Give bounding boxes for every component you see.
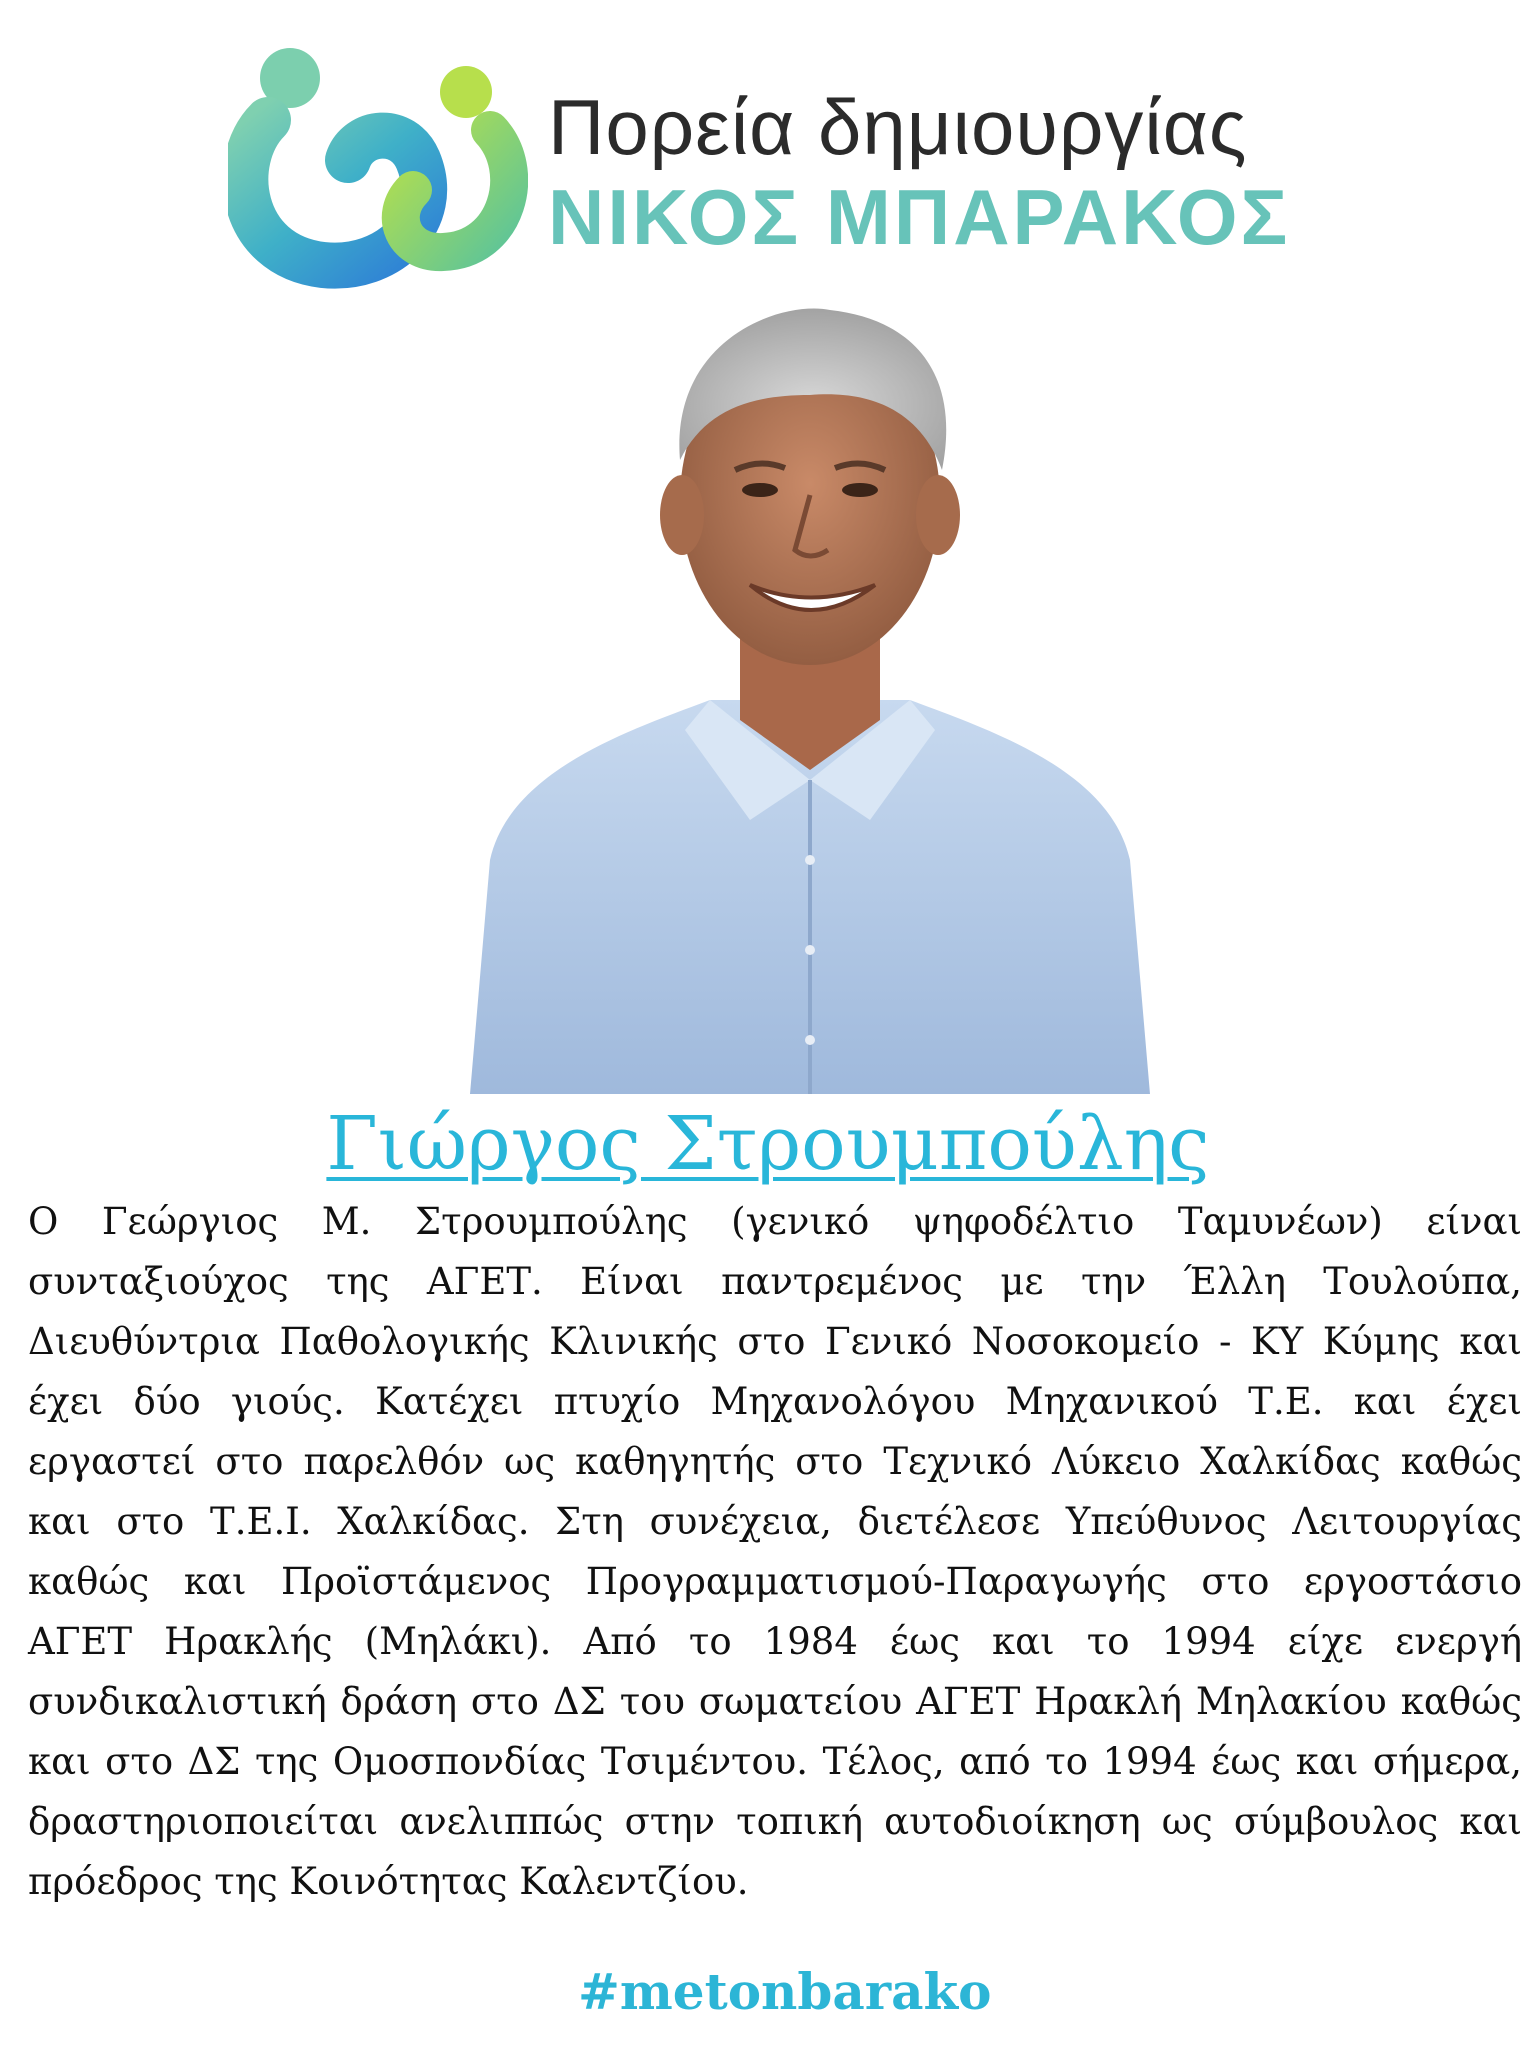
candidate-photo	[450, 300, 1170, 1094]
brand-name: ΝΙΚΟΣ ΜΠΑΡΑΚΟΣ	[548, 173, 1291, 261]
campaign-logo-icon	[228, 40, 528, 290]
brand-tagline: Πορεία δημιουργίας	[548, 83, 1248, 171]
candidate-bio: Ο Γεώργιος Μ. Στρουμπούλης (γενικό ψηφοδέλτιο Ταμυνέων) είναι συνταξιούχος της ΑΓΕΤ. Είναι παντρεμένος με την Έλλη Τουλούπα, Διευθύντρια Παθολογικής Κλινικής στο Γενικό Νοσοκομείο - ΚΥ Κύμης και έχει δύο γιούς. Κατέχει πτυχίο Μηχανολόγου Μηχανικού Τ.Ε. και έχει εργαστεί στο παρελθόν ως καθηγητής στο Τεχνικό Λύκειο Χαλκίδας καθώς και στο Τ.Ε.Ι. Χαλκίδας. Στη συνέχεια, διετέλεσε Υπεύθυνος Λειτουργίας καθώς και Προϊστάμενος Προγραμματισμού-Παραγωγής στο εργοστάσιο ΑΓΕΤ Ηρακλής (Μηλάκι). Από το 1984 έως και το 1994 είχε ενεργή συνδικαλιστική δράση στο ΔΣ του σωματείου ΑΓΕΤ Ηρακλή Μηλακίου καθώς και στο ΔΣ της Ομοσπονδίας Τσιμέντου. Τέλος, από το 1994 έως και σήμερα, δραστηριοποιείται ανελιππώς στην τοπική αυτοδιοίκηση ως σύμβουλος και πρόεδρος της Κοινότητας Καλεντζίου.	[28, 1200, 1522, 1903]
candidate-name: Γιώργος Στρουμπούλης	[326, 1101, 1210, 1187]
campaign-hashtag: #metonbarako	[578, 1962, 992, 2021]
